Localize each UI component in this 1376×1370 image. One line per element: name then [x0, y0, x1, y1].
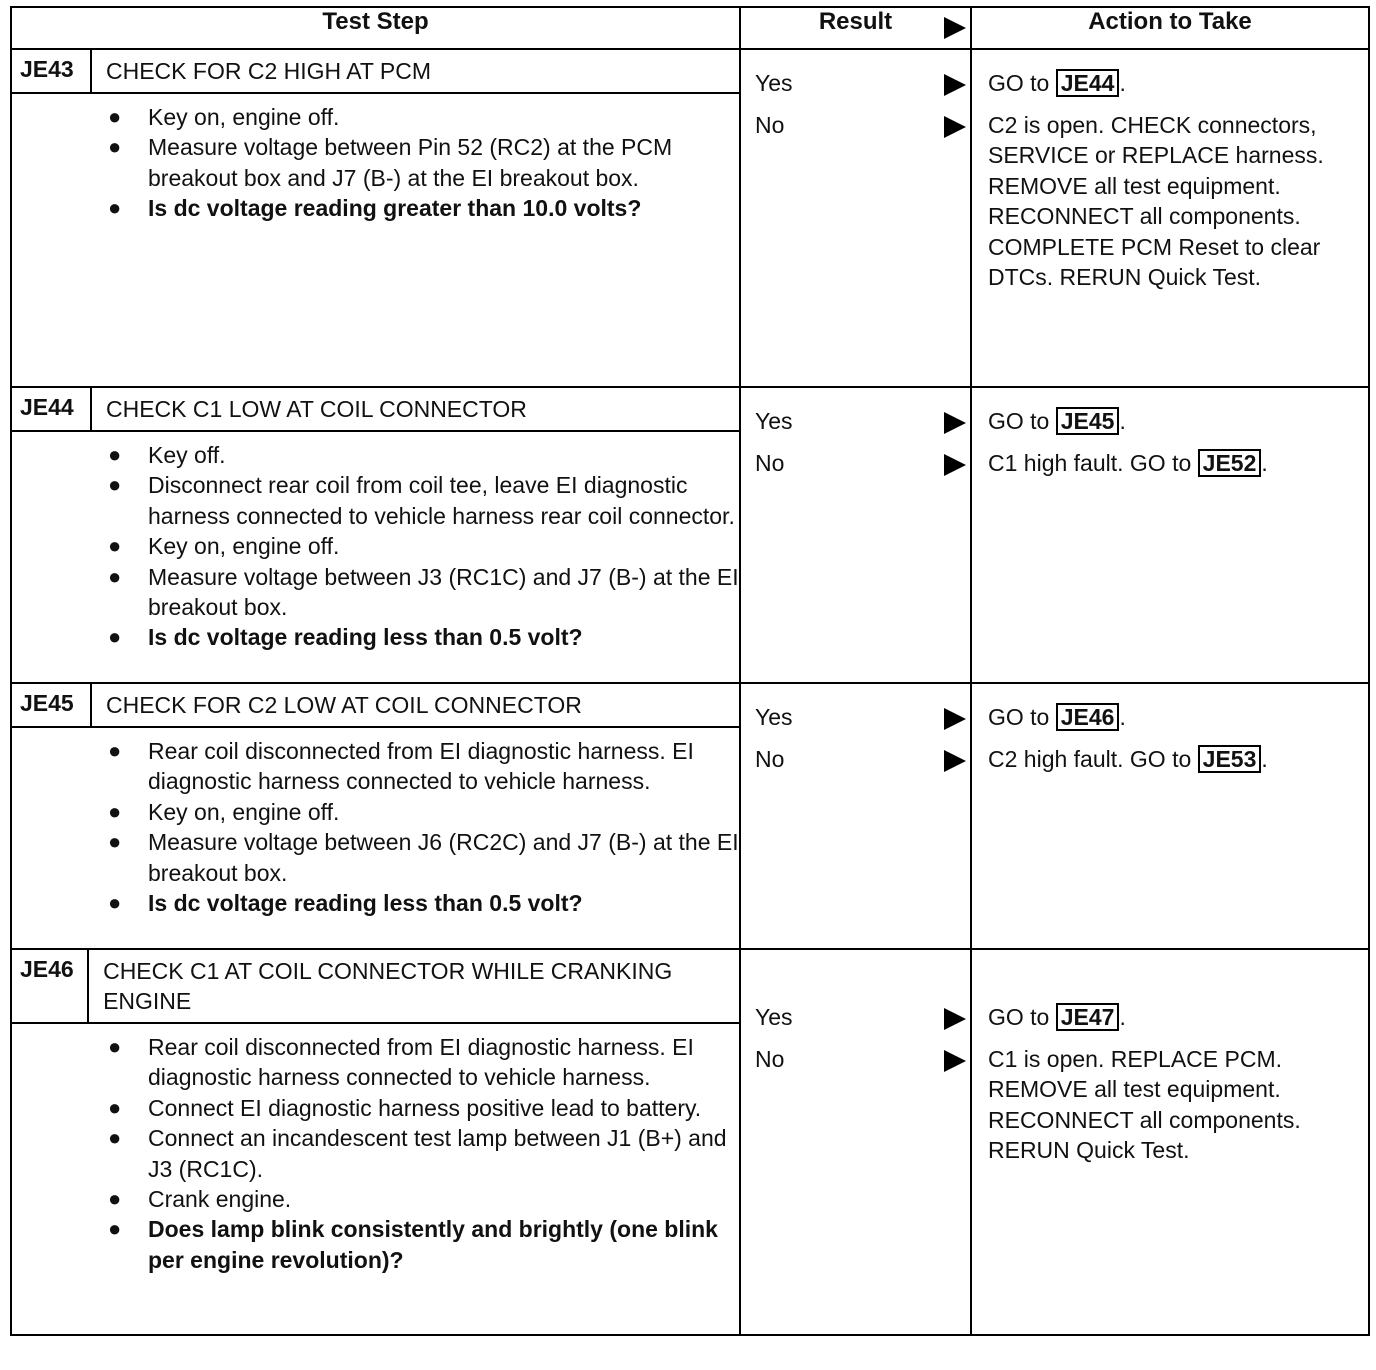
- bullet-icon: ●: [108, 1094, 122, 1120]
- question-item: [108, 1214, 739, 1275]
- procedure-list: [12, 94, 739, 232]
- diagnostic-table: [10, 6, 1368, 1336]
- yes-action: [988, 702, 1352, 732]
- test-step-cell: [11, 949, 740, 1335]
- result-no: No: [755, 1046, 785, 1072]
- procedure-item: [108, 102, 739, 132]
- test-step-cell: [11, 387, 740, 683]
- step-row: [11, 49, 1369, 387]
- procedure-item: [108, 562, 739, 623]
- procedure-text: Does lamp blink consistently and brightly (one blink per engine revolution)?: [148, 1216, 718, 1273]
- action-cell: [971, 49, 1369, 387]
- procedure-list: [12, 432, 739, 661]
- action-suffix: .: [1119, 1004, 1126, 1030]
- result-yes: Yes: [755, 70, 793, 96]
- procedure-text: Key on, engine off.: [148, 104, 340, 130]
- no-action: [988, 744, 1352, 774]
- step-reference-box: JE52: [1198, 449, 1262, 477]
- question-item: [108, 888, 739, 918]
- action-text: GO to: [988, 70, 1050, 96]
- step-header: [12, 684, 739, 728]
- bullet-icon: ●: [108, 624, 122, 650]
- bullet-icon: ●: [108, 1186, 122, 1212]
- procedure-item: [108, 1093, 739, 1123]
- step-row: [11, 683, 1369, 949]
- bullet-icon: ●: [108, 798, 122, 824]
- result-no: No: [755, 112, 785, 138]
- procedure-item: [108, 440, 739, 470]
- result-header-label: Result: [818, 8, 893, 35]
- action-suffix: .: [1261, 450, 1268, 476]
- step-title: CHECK C1 LOW AT COIL CONNECTOR: [106, 396, 527, 422]
- result-yes: Yes: [755, 704, 793, 730]
- step-title: CHECK C1 AT COIL CONNECTOR WHILE CRANKING ENGINE: [103, 958, 673, 1014]
- step-id: JE44: [12, 388, 92, 430]
- no-action: [988, 110, 1352, 292]
- bullet-icon: ●: [108, 195, 122, 221]
- result-cell: [740, 387, 971, 683]
- bullet-icon: ●: [108, 134, 122, 160]
- procedure-item: [108, 1184, 739, 1214]
- step-title: CHECK FOR C2 LOW AT COIL CONNECTOR: [106, 692, 582, 718]
- procedure-text: Rear coil disconnected from EI diagnostic harness. EI diagnostic harness connected to vehicle harness.: [148, 738, 694, 795]
- procedure-item: [108, 1123, 739, 1184]
- step-header: [12, 388, 739, 432]
- arrow-right-icon: [944, 1008, 966, 1030]
- step-reference-box: JE53: [1198, 745, 1262, 773]
- action-text: C1 high fault. GO to: [988, 450, 1192, 476]
- action-suffix: .: [1119, 704, 1126, 730]
- test-step-cell: [11, 49, 740, 387]
- step-header: [12, 950, 739, 1024]
- action-suffix: .: [1119, 408, 1126, 434]
- bullet-icon: ●: [108, 829, 122, 855]
- action-text: GO to: [988, 704, 1050, 730]
- bullet-icon: ●: [108, 533, 122, 559]
- bullet-icon: ●: [108, 442, 122, 467]
- no-action: [988, 448, 1352, 478]
- result-no: No: [755, 450, 785, 476]
- action-text: C1 is open. REPLACE PCM. REMOVE all test equipment. RECONNECT all components. RERUN Quick Test.: [988, 1046, 1301, 1164]
- step-id: JE46: [12, 950, 89, 1022]
- bullet-icon: ●: [108, 1125, 122, 1151]
- yes-action: [988, 68, 1352, 98]
- result-cell: [740, 683, 971, 949]
- column-header-result: [740, 7, 971, 49]
- procedure-text: Connect an incandescent test lamp between J1 (B+) and J3 (RC1C).: [148, 1125, 727, 1182]
- procedure-list: [12, 1024, 739, 1283]
- step-reference-box: JE46: [1056, 703, 1120, 731]
- bullet-icon: ●: [108, 1216, 122, 1242]
- arrow-right-icon: [944, 454, 966, 476]
- procedure-text: Key on, engine off.: [148, 798, 340, 825]
- result-cell: [740, 49, 971, 387]
- procedure-text: Is dc voltage reading less than 0.5 volt?: [148, 624, 583, 651]
- procedure-text: Key on, engine off.: [148, 533, 340, 560]
- bullet-icon: ●: [108, 563, 122, 589]
- procedure-text: Measure voltage between Pin 52 (RC2) at the PCM breakout box and J7 (B-) at the EI breakout box.: [148, 134, 673, 191]
- result-yes: Yes: [755, 1004, 793, 1030]
- result-cell: [740, 949, 971, 1335]
- step-reference-box: JE45: [1056, 407, 1120, 435]
- bullet-icon: ●: [108, 1034, 122, 1059]
- bullet-icon: ●: [108, 738, 122, 763]
- procedure-item: [108, 827, 739, 888]
- action-text: GO to: [988, 1004, 1050, 1030]
- procedure-text: Measure voltage between J3 (RC1C) and J7 (B-) at the EI breakout box.: [148, 563, 739, 621]
- procedure-item: [108, 1032, 739, 1093]
- step-id: JE45: [12, 684, 92, 726]
- arrow-right-icon: [944, 116, 966, 138]
- procedure-text: Connect EI diagnostic harness positive lead to battery.: [148, 1094, 702, 1121]
- yes-action: [988, 406, 1352, 436]
- question-item: [108, 193, 739, 223]
- bullet-icon: ●: [108, 472, 122, 498]
- step-row: [11, 387, 1369, 683]
- action-suffix: .: [1119, 70, 1126, 96]
- procedure-text: Key off.: [148, 442, 226, 468]
- action-suffix: .: [1261, 746, 1268, 772]
- test-step-cell: [11, 683, 740, 949]
- action-cell: [971, 683, 1369, 949]
- action-cell: [971, 387, 1369, 683]
- procedure-list: [12, 728, 739, 926]
- action-text: GO to: [988, 408, 1050, 434]
- column-header-test-step: Test Step: [11, 7, 740, 49]
- test-step-table: [10, 6, 1370, 1336]
- question-item: [108, 622, 739, 652]
- step-reference-box: JE47: [1056, 1003, 1120, 1031]
- step-reference-box: JE44: [1056, 69, 1120, 97]
- procedure-item: [108, 797, 739, 827]
- action-text: C2 high fault. GO to: [988, 746, 1192, 772]
- procedure-item: [108, 531, 739, 561]
- step-id: JE43: [12, 50, 92, 92]
- action-text: C2 is open. CHECK connectors, SERVICE or REPLACE harness. REMOVE all test equipment. RECONNECT all components. COMPLETE PCM Reset to clear DTCs. RERUN Quick Test.: [988, 112, 1324, 291]
- action-cell: [971, 949, 1369, 1335]
- arrow-right-icon: [944, 1050, 966, 1072]
- procedure-text: Is dc voltage reading greater than 10.0 volts?: [148, 195, 642, 222]
- arrow-right-icon: [944, 708, 966, 730]
- bullet-icon: ●: [108, 890, 122, 916]
- procedure-item: [108, 470, 739, 531]
- procedure-text: Crank engine.: [148, 1186, 292, 1213]
- arrow-right-icon: [944, 74, 966, 96]
- bullet-icon: ●: [108, 104, 122, 129]
- procedure-text: Measure voltage between J6 (RC2C) and J7 (B-) at the EI breakout box.: [148, 829, 739, 886]
- arrow-right-icon: [944, 17, 966, 39]
- column-header-action: Action to Take: [971, 7, 1369, 49]
- step-row: [11, 949, 1369, 1335]
- procedure-item: [108, 132, 739, 193]
- no-action: [988, 1044, 1352, 1166]
- step-header: [12, 50, 739, 94]
- procedure-text: Is dc voltage reading less than 0.5 volt?: [148, 890, 583, 917]
- result-yes: Yes: [755, 408, 793, 434]
- procedure-text: Rear coil disconnected from EI diagnostic harness. EI diagnostic harness connected to vehicle harness.: [148, 1034, 694, 1091]
- result-no: No: [755, 746, 785, 772]
- arrow-right-icon: [944, 412, 966, 434]
- procedure-text: Disconnect rear coil from coil tee, leave EI diagnostic harness connected to vehicle harness rear coil connector.: [148, 472, 735, 529]
- arrow-right-icon: [944, 750, 966, 772]
- step-title: CHECK FOR C2 HIGH AT PCM: [106, 58, 432, 84]
- procedure-item: [108, 736, 739, 797]
- yes-action: [988, 1002, 1352, 1032]
